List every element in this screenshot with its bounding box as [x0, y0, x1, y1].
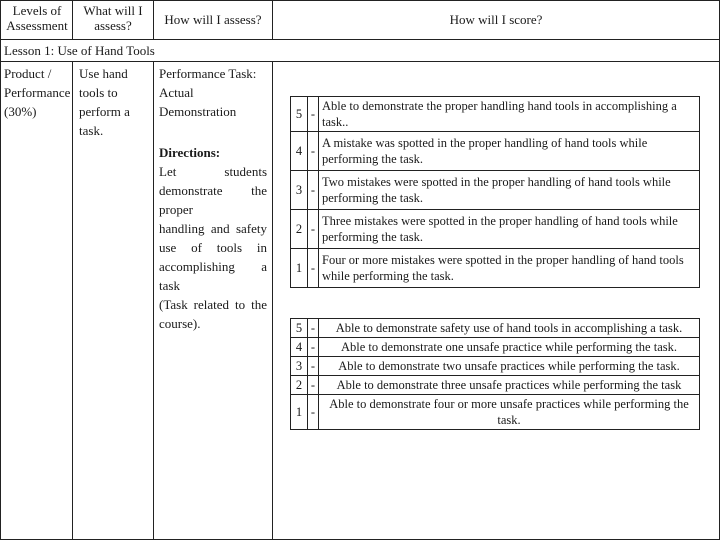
what-line-2: tools to	[79, 85, 118, 100]
rubric-dash: -	[308, 395, 319, 430]
rubric-row	[291, 376, 700, 395]
performance-task-type: Actual Demonstration	[159, 85, 237, 119]
rubric-score: 4	[291, 338, 308, 357]
directions-line-3: handling and safety	[159, 221, 267, 236]
col-divider-1	[72, 0, 73, 40]
directions-block	[159, 143, 267, 333]
level-line-2: Performance	[4, 85, 71, 100]
col-divider-3	[272, 0, 273, 40]
what-line-4: task.	[79, 123, 104, 138]
what-line-1: Use hand	[79, 66, 128, 81]
rubric-description: Four or more mistakes were spotted in the proper handling of hand tools while performing the task.	[319, 249, 700, 288]
rubric-handling-table	[290, 96, 700, 288]
table-left-border	[0, 0, 1, 540]
performance-task-label: Performance Task:	[159, 66, 257, 81]
directions-line-2: demonstrate the proper	[159, 183, 267, 217]
rubric-dash: -	[308, 376, 319, 395]
rubric-score: 4	[291, 132, 308, 171]
directions-line-1: Let students	[159, 164, 267, 179]
rubric-row	[291, 395, 700, 430]
rubric-dash: -	[308, 210, 319, 249]
rubric-row	[291, 319, 700, 338]
rubric-dash: -	[308, 319, 319, 338]
rubric-score: 2	[291, 376, 308, 395]
level-line-3: (30%)	[4, 104, 37, 119]
directions-line-7: course).	[159, 316, 201, 331]
header-how-will-i-score: How will I score?	[449, 12, 543, 27]
rubric-score: 5	[291, 319, 308, 338]
rubric-description: A mistake was spotted in the proper handling of hand tools while performing the task.	[319, 132, 700, 171]
rubric-dash: -	[308, 338, 319, 357]
rubric-row	[291, 249, 700, 288]
rubric-score: 1	[291, 249, 308, 288]
rubric-row	[291, 97, 700, 132]
rubric-description: Able to demonstrate one unsafe practice while performing the task.	[319, 338, 700, 357]
rubric-score: 3	[291, 171, 308, 210]
level-line-1: Product /	[4, 66, 52, 81]
rubric-dash: -	[308, 132, 319, 171]
lesson-title: Lesson 1: Use of Hand Tools	[4, 43, 155, 58]
rubric-score: 3	[291, 357, 308, 376]
directions-line-5: accomplishing a task	[159, 259, 267, 293]
header-how-will-i-assess: How will I assess?	[164, 12, 262, 27]
rubric-dash: -	[308, 357, 319, 376]
rubric-row	[291, 338, 700, 357]
rubric-description: Two mistakes were spotted in the proper handling of hand tools while performing the task.	[319, 171, 700, 210]
rubric-score: 5	[291, 97, 308, 132]
header-bottom-border	[0, 39, 719, 40]
directions-line-6: (Task related to the	[159, 297, 267, 312]
what-line-3: perform a	[79, 104, 130, 119]
col-divider-2-lower	[153, 61, 154, 540]
directions-title: Directions:	[159, 145, 221, 160]
what-cell	[79, 64, 149, 140]
rubric-description: Able to demonstrate two unsafe practices while performing the task.	[319, 357, 700, 376]
rubric-row	[291, 357, 700, 376]
directions-line-4: use of tools in	[159, 240, 267, 255]
rubric-score: 2	[291, 210, 308, 249]
header-what-will-i-assess: What will I assess?	[83, 3, 143, 33]
how-cell	[159, 64, 267, 121]
rubric-description: Three mistakes were spotted in the proper handling of hand tools while performing the task.	[319, 210, 700, 249]
rubric-dash: -	[308, 97, 319, 132]
rubric-description: Able to demonstrate the proper handling hand tools in accomplishing a task..	[319, 97, 700, 132]
rubric-description: Able to demonstrate four or more unsafe practices while performing the task.	[319, 395, 700, 430]
lesson-row-bottom-border	[0, 61, 719, 62]
col-divider-1-lower	[72, 61, 73, 540]
rubric-row	[291, 171, 700, 210]
table-top-border	[0, 0, 719, 1]
header-levels-of-assessment: Levels of Assessment	[6, 3, 68, 33]
rubric-row	[291, 132, 700, 171]
col-divider-2	[153, 0, 154, 40]
rubric-safety-table	[290, 318, 700, 430]
col-divider-3-lower	[272, 61, 273, 540]
rubric-dash: -	[308, 171, 319, 210]
level-cell	[4, 64, 71, 121]
rubric-description: Able to demonstrate three unsafe practices while performing the task	[319, 376, 700, 395]
rubric-score: 1	[291, 395, 308, 430]
rubric-description: Able to demonstrate safety use of hand tools in accomplishing a task.	[319, 319, 700, 338]
rubric-dash: -	[308, 249, 319, 288]
rubric-row	[291, 210, 700, 249]
